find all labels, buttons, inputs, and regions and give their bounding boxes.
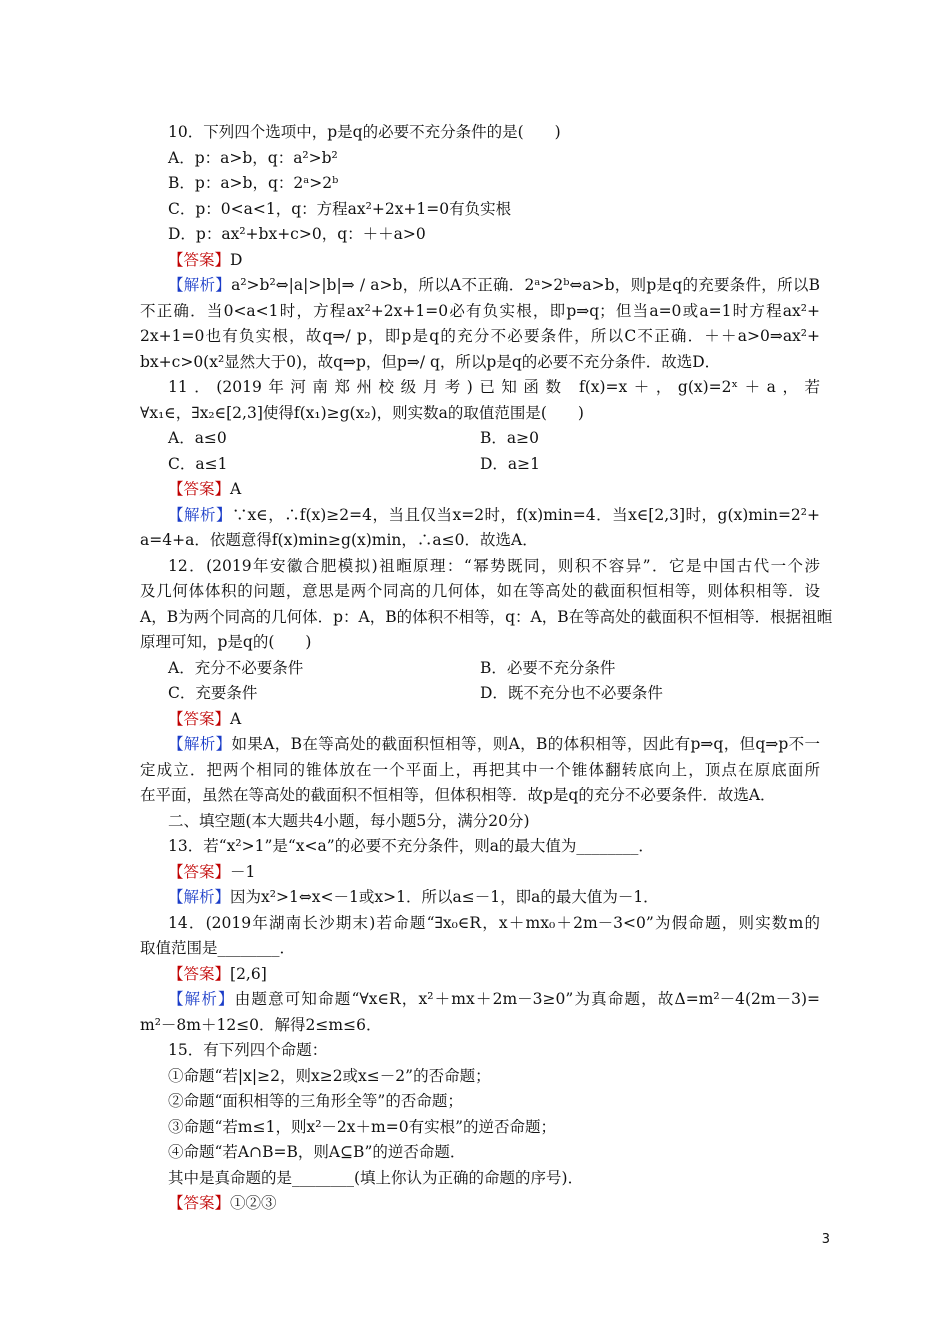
answer-tag: 【答案】 (168, 480, 231, 498)
q12-analysis-line: 在平面，虽然在等高处的截面积不恒相等，但体积相等．故p是q的充分不必要条件．故选A． (140, 786, 776, 804)
q15-item: ③命题“若m≤1，则x²－2x＋m=0有实根”的逆否命题； (168, 1117, 557, 1136)
q12-option-d: D．既不充分也不必要条件 (480, 684, 663, 702)
q12-options-row (140, 681, 820, 707)
q15-answer (140, 1191, 820, 1217)
q12-stem-line: 及几何体体积的问题，意思是两个同高的几何体，如在等高处的截面积恒相等，则体积相等．设 (140, 582, 820, 600)
q12-options-row (140, 656, 820, 682)
q10-option-d: D．p：ax²+bx+c>0，q：＋＋a>0 (168, 225, 426, 243)
q14-analysis-line (140, 987, 820, 1013)
answer-tag: 【答案】 (168, 964, 231, 983)
q10-stem: 10．下列四个选项中，p是q的必要不充分条件的是( ) (168, 123, 561, 141)
q12-stem-line: 12．(2019年安徽合肥模拟)祖暅原理：“幂势既同，则积不容异”．它是中国古代一个涉 (168, 556, 820, 575)
q12-answer (140, 707, 820, 733)
q12-stem-line: 原理可知，p是q的( ) (140, 633, 312, 651)
analysis-text: ∵x∈，∴f(x)≥2=4，当且仅当x=2时，f(x)min=4．当x∈[2,3]时，g(x)min=2²+ (232, 505, 820, 524)
q12-option-b: B．必要不充分条件 (480, 658, 616, 677)
q15-stem: 15．有下列四个命题： (168, 1041, 328, 1059)
answer-tag: 【答案】 (168, 1194, 231, 1212)
answer-value: A (230, 480, 242, 498)
q10-analysis-line: bx+c>0(x²显然大于0)，故q⇒p，但p⇒/ q，所以p是q的必要不充分条件．故选D． (140, 352, 721, 371)
analysis-tag: 【解析】 (168, 505, 232, 524)
answer-value: ①②③ (230, 1194, 277, 1212)
answer-value: [2,6] (230, 964, 267, 983)
q13-analysis (140, 885, 820, 911)
q10-option-b: B．p：a>b，q：2ᵃ>2ᵇ (168, 174, 339, 192)
q12-analysis-line: 定成立．把两个相同的锥体放在一个平面上，再把其中一个锥体翻转底向上，顶点在原底面所 (140, 760, 820, 779)
analysis-tag: 【解析】 (168, 735, 232, 753)
q11-stem-line: ∀x₁∈，∃x₂∈[2,3]使得f(x₁)≥g(x₂)，则实数a的取值范围是( ) (140, 403, 584, 422)
analysis-tag: 【解析】 (168, 276, 232, 294)
answer-value: D (230, 250, 243, 269)
q11-analysis-line (140, 503, 820, 529)
section-heading: 二、填空题(本大题共4小题，每小题5分，满分20分) (168, 811, 530, 830)
q11-options-row (140, 426, 820, 452)
q13-answer (140, 860, 820, 886)
q15-item: ②命题“面积相等的三角形全等”的否命题； (168, 1092, 463, 1110)
q10-analysis-line: 不正确．当0<a<1时，方程ax²+2x+1=0必有负实根，即p⇒q；但当a=0或a=1时方程ax²+ (140, 301, 820, 320)
q12-option-a: A．充分不必要条件 (168, 658, 304, 677)
q10-option-a: A．p：a>b，q：a²>b² (168, 148, 338, 167)
q15-item: ④命题“若A∩B=B，则A⊆B”的逆否命题． (168, 1143, 466, 1161)
q14-stem-line: 取值范围是________． (140, 939, 296, 957)
q13-stem: 13．若“x²>1”是“x<a”的必要不充分条件，则a的最大值为________． (168, 837, 654, 855)
page-content (140, 120, 833, 1217)
q10-answer (140, 248, 820, 274)
q10-analysis-line: 2x+1=0也有负实根，故q⇒/ p，即p是q的充分不必要条件，所以C不正确．＋＋a>0⇒ax²+ (140, 327, 820, 345)
q12-option-c: C．充要条件 (168, 684, 258, 702)
q14-stem-line: 14．(2019年湖南长沙期末)若命题“∃x₀∈R，x＋mx₀＋2m－3<0”为假命题，则实数m的 (168, 913, 820, 932)
q11-stem-line: 11．(2019年河南郑州校级月考)已知函数 f(x)=x＋，g(x)=2ˣ＋a，若 (168, 378, 820, 396)
answer-tag: 【答案】 (168, 862, 231, 881)
answer-tag: 【答案】 (168, 250, 231, 269)
analysis-text: 因为x²>1⇔x<－1或x>1．所以a≤－1，即a的最大值为－1． (230, 888, 659, 906)
q11-option-a: A．a≤0 (168, 429, 227, 447)
q11-answer (140, 477, 820, 503)
q14-answer (140, 962, 820, 988)
answer-tag: 【答案】 (168, 709, 231, 728)
q11-option-d: D．a≥1 (480, 454, 541, 473)
analysis-text: 如果A，B在等高处的截面积恒相等，则A，B的体积相等，因此有p⇒q，但q⇒p不一 (231, 735, 820, 753)
q15-question: 其中是真命题的是________(填上你认为正确的命题的序号)． (168, 1168, 584, 1187)
q11-option-c: C．a≤1 (168, 454, 228, 473)
q11-analysis-line: a=4+a．依题意得f(x)min≥g(x)min，∴a≤0．故选A． (140, 531, 538, 549)
q14-analysis-line: m²－8m＋12≤0．解得2≤m≤6． (140, 1015, 382, 1034)
analysis-text: 由题意可知命题“∀x∈R，x²＋mx＋2m－3≥0”为真命题，故Δ=m²－4(2m－3)= (234, 990, 820, 1008)
answer-value: －1 (230, 862, 256, 881)
q10-option-c: C．p：0<a<1，q：方程ax²+2x+1=0有负实根 (168, 199, 512, 218)
q11-option-b: B．a≥0 (480, 429, 539, 447)
answer-value: A (230, 709, 242, 728)
analysis-tag: 【解析】 (168, 888, 231, 906)
q12-analysis-line (140, 732, 820, 758)
page-number: 3 (821, 1232, 830, 1247)
q12-stem-line: A，B为两个同高的几何体．p：A，B的体积不相等，q：A，B在等高处的截面积不恒相等．根据祖暅 (140, 607, 833, 626)
q15-item: ①命题“若|x|≥2，则x≥2或x≤－2”的否命题； (168, 1066, 491, 1085)
analysis-tag: 【解析】 (168, 990, 235, 1008)
q10-analysis-line (140, 273, 820, 299)
analysis-text: a²>b²⇔|a|>|b|⇒ / a>b，所以A不正确．2ᵃ>2ᵇ⇔a>b，则p是q的充要条件，所以B (231, 276, 820, 294)
q11-options-row (140, 452, 820, 478)
